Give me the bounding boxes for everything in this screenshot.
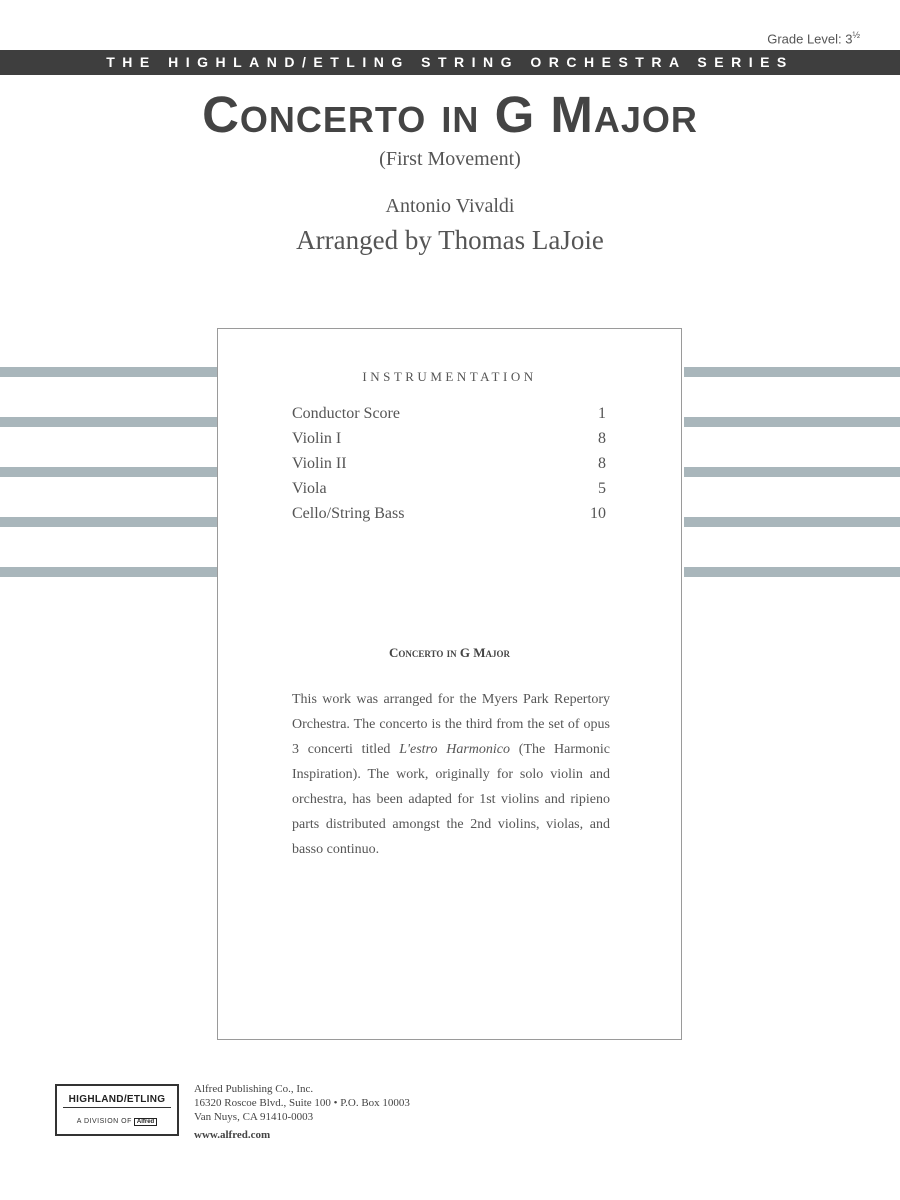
instrumentation-heading: INSTRUMENTATION <box>362 369 537 384</box>
composer: Antonio Vivaldi <box>385 195 515 217</box>
staff-line-left <box>0 567 217 577</box>
instrument-name: Violin I <box>292 430 342 447</box>
publisher-address-2: Van Nuys, CA 91410-0003 <box>194 1111 314 1123</box>
staff-line-left <box>0 517 217 527</box>
instrument-row <box>292 451 606 476</box>
notes-body <box>292 687 610 862</box>
instrument-count: 8 <box>598 430 606 447</box>
page-title: Concerto in G Major <box>202 86 698 143</box>
instrumentation-panel <box>217 328 682 1040</box>
instrument-row <box>292 426 606 451</box>
instrument-count: 10 <box>590 505 606 522</box>
notes-text-2: (The Harmonic Inspiration). The work, originally for solo violin and orchestra, has been adapted for 1st violins and ripieno parts distributed amongst the 2nd violins, violas, and basso continuo. <box>292 742 610 857</box>
instrument-name: Violin II <box>292 455 347 472</box>
instrument-row <box>292 401 606 426</box>
instrument-name: Viola <box>292 480 327 497</box>
publisher-info <box>194 1082 410 1142</box>
staff-line-left <box>0 467 217 477</box>
notes-text-1: This work was arranged for the Myers Park Repertory Orchestra. The concerto is the third from the set of opus 3 concerti titled <box>292 692 610 757</box>
arranger: Arranged by Thomas LaJoie <box>296 225 604 255</box>
staff-line-right <box>684 567 900 577</box>
instrumentation-list <box>292 401 606 526</box>
highland-etling-logo <box>55 1084 179 1136</box>
publisher-address-1: 16320 Roscoe Blvd., Suite 100 • P.O. Box 10003 <box>194 1097 410 1109</box>
staff-line-right <box>684 367 900 377</box>
staff-line-left <box>0 367 217 377</box>
staff-line-left <box>0 417 217 427</box>
staff-line-right <box>684 467 900 477</box>
notes-italic-title: L'estro Harmonico <box>399 742 511 757</box>
instrument-count: 1 <box>598 405 606 422</box>
instrument-row <box>292 501 606 526</box>
logo-divider <box>63 1107 171 1108</box>
staff-line-right <box>684 517 900 527</box>
series-banner: THE HIGHLAND/ETLING STRING ORCHESTRA SERIES <box>0 50 900 75</box>
logo-sub-text: A DIVISION OF <box>76 1118 132 1125</box>
instrument-name: Cello/String Bass <box>292 505 405 522</box>
publisher-website: www.alfred.com <box>194 1129 271 1141</box>
staff-line-right <box>684 417 900 427</box>
instrument-count: 8 <box>598 455 606 472</box>
alfred-badge: Alfred <box>134 1118 157 1126</box>
subtitle: (First Movement) <box>379 148 521 170</box>
instrument-count: 5 <box>598 480 606 497</box>
grade-level-label: Grade Level: 3 <box>767 31 853 47</box>
notes-title: Concerto in G Major <box>388 645 511 660</box>
grade-level <box>767 30 860 46</box>
grade-level-fraction: ½ <box>852 30 860 40</box>
publisher-name: Alfred Publishing Co., Inc. <box>194 1083 314 1095</box>
logo-main-text: HIGHLAND/ETLING <box>68 1094 166 1105</box>
instrument-name: Conductor Score <box>292 405 400 422</box>
instrument-row <box>292 476 606 501</box>
